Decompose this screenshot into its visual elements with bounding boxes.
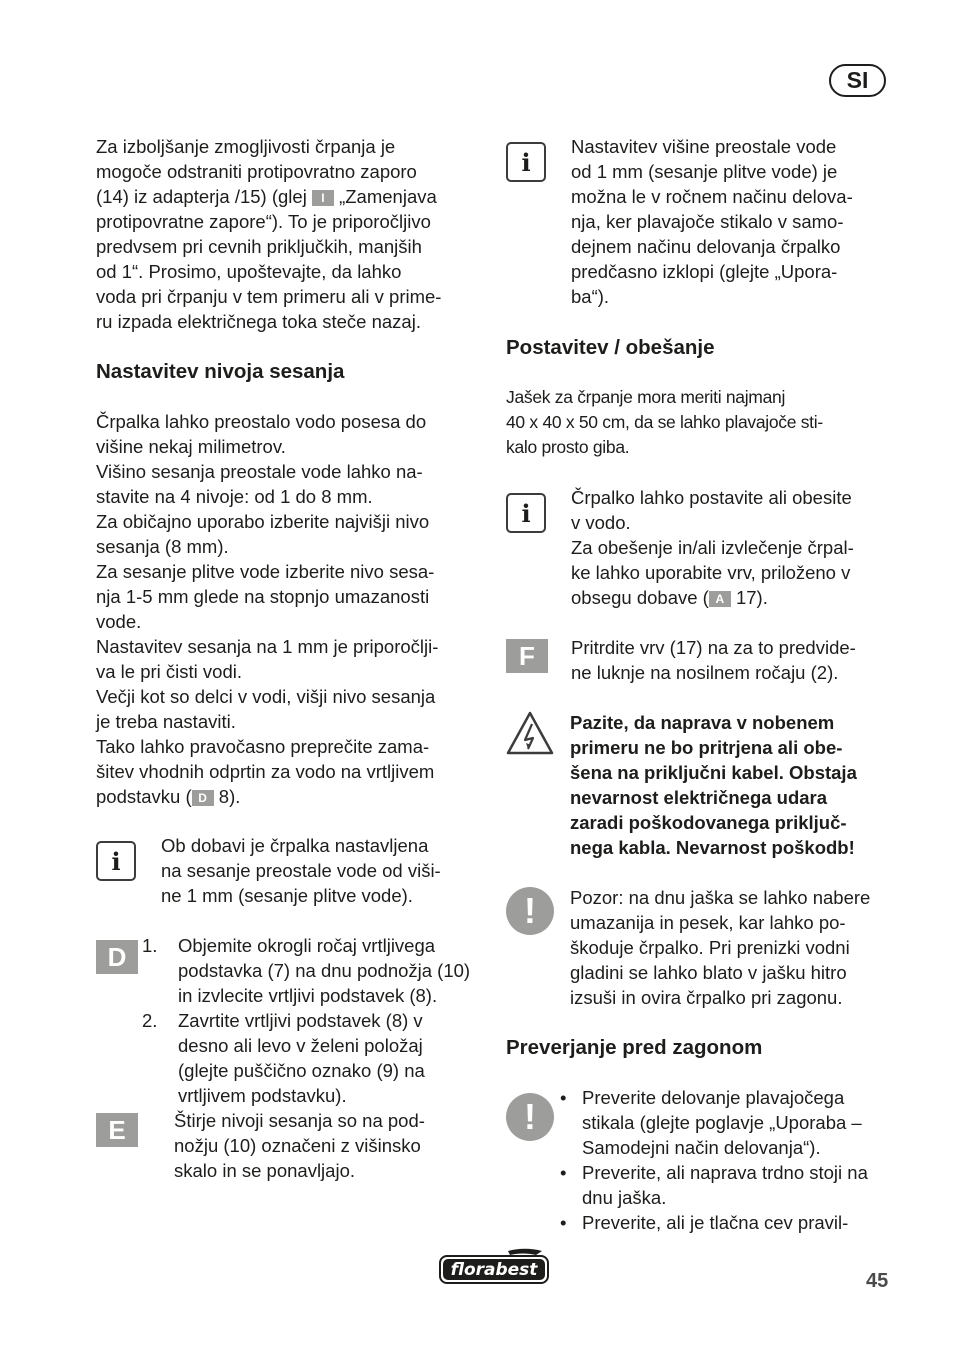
step-text: Objemite okrogli ročaj vrtljivega podstavka (7) na dnu podnožja (10) in izvlecite vrtljivi podstavek (8). [178,935,471,1006]
check-block [506,1085,896,1235]
list-item: • Preverite, ali naprava trdno stoji na dnu jaška. [556,1160,896,1210]
f-text: Pritrdite vrv (17) na za to predvide- ne luknje na nosilnem ročaju (2). [571,637,856,683]
info-delivery-text: Ob dobavi je črpalka nastavljena na sesanje preostale vode od viši- ne 1 mm (sesanje plitve vode). [161,835,441,906]
page-number: 45 [866,1270,889,1292]
info-hang-note [506,485,896,610]
warning-text: Pazite, da naprava v nobenem primeru ne bo pritrjena ali obe- šena na priključni kabel. Obstaja nevarnost električnega udara zaradi poškodovanega priključ- nega kabla. Nevarnost poškodb! [570,712,857,858]
info-hang-tail: 17). [735,587,768,608]
intro-text-tail: „Zamenjava protipovratne zapore“). To je priporočljivo predvsem pri cevnih priključkih, manjših od 1“. Prosimo, upoštevajte, da lahko voda pri črpanju v tem primeru ali v prime- ru izpada električnega toka steče nazaj. [96,186,442,332]
intro-paragraph [96,134,488,334]
section-ref-box: I [312,190,334,206]
info-delivery-note [96,833,488,908]
info-icon: i [96,841,136,881]
exclamation-icon: ! [506,887,554,935]
florabest-logo [438,1247,550,1285]
language-badge: SI [829,64,886,97]
step-block-d [96,933,488,1108]
heading-suction-level: Nastavitev nivoja sesanja [96,360,345,383]
info-shallow-note [506,134,896,309]
suction-paragraph [96,409,488,809]
warning-note [506,710,896,860]
list-item [142,933,472,1008]
e-text: Štirje nivoji sesanja so na pod- nožju (10) označeni z višinsko skalo in se ponavljajo. [174,1110,425,1181]
suction-ref-tail: 8). [218,786,241,807]
step-block-f [506,635,896,685]
heading-setup: Postavitev / obešanje [506,336,715,359]
heading-check: Preverjanje pred zagonom [506,1036,763,1059]
exclamation-icon: ! [506,1093,554,1141]
intro-text: Za izboljšanje zmogljivosti črpanja je mogoče odstraniti protipovratno zaporo (14) iz adapterja /15) (glej [96,136,417,207]
check-list [556,1085,896,1235]
step-block-e [96,1108,488,1183]
list-item: • Preverite delovanje plavajočega stikala (glejte poglavje „Uporaba – Samodejni način delovanja“). [556,1085,896,1160]
figure-f-box: F [506,639,548,673]
caution-note [506,885,896,1010]
info-icon: i [506,142,546,182]
info-shallow-text: Nastavitev višine preostale vode od 1 mm (sesanje plitve vode) je možna le v ročnem načinu delova- nja, ker plavajoče stikalo v samo- dejnem načinu delovanja črpalko predčasno izklopi (glejte „Upora- ba“). [571,136,853,307]
right-column [506,134,896,1235]
steps-list [142,933,472,1108]
list-item: • Preverite, ali je tlačna cev pravil- [560,1212,849,1233]
step-number: 1. [142,935,158,956]
info-hang-text: Črpalko lahko postavite ali obesite v vodo. Za obešenje in/ali izvlečenje črpal- ke lahko uporabite vrv, priloženo v obsegu dobave ( [571,487,854,608]
check-text: Preverite, ali je tlačna cev pravil- [582,1212,849,1233]
suction-text: Črpalka lahko preostalo vodo posesa do višine nekaj milimetrov. Višino sesanja preostale vode lahko na- stavite na 4 nivoje: od 1 do 8 mm. Za običajno uporabo izberite najvišji nivo sesanja (8 mm). Za sesanje plitve vode izberite nivo sesa- nja 1-5 mm glede na stopnjo umazanosti vode. Nastavitev sesanja na 1 mm je priporočlji- va le pri čisti vodi. Večji kot so delci v vodi, višji nivo sesanja je treba nastaviti. Tako lahko pravočasno preprečite zama- šitev vhodnih odprtin za vodo na vrtljivem podstavku ( [96,411,439,807]
step-text: Zavrtite vrtljivi podstavek (8) v desno ali levo v želeni položaj (glejte puščično oznako (9) na vrtljivem podstavku). [178,1010,425,1106]
logo-text: florabest [450,1260,538,1280]
figure-ref-box: A [709,591,731,607]
caution-text: Pozor: na dnu jaška se lahko nabere umazanija in pesek, kar lahko po- škoduje črpalko. Pri prenizki vodni gladini se lahko blato v jašku hitro izsuši in ovira črpalko pri zagonu. [570,887,871,1008]
check-text: Preverite delovanje plavajočega stikala (glejte poglavje „Uporaba – Samodejni način delovanja“). [582,1087,862,1158]
shaft-text: Jašek za črpanje mora meriti najmanj 40 x 40 x 50 cm, da se lahko plavajoče sti- kalo prosto giba. [506,387,823,457]
check-text: Preverite, ali naprava trdno stoji na dnu jaška. [582,1162,868,1208]
list-item [142,1008,472,1108]
figure-e-box: E [96,1113,138,1147]
figure-d-box: D [96,940,138,974]
info-hang-paragraph [571,485,854,610]
info-icon: i [506,493,546,533]
electric-warning-icon [506,710,554,756]
figure-ref-box: D [192,790,214,806]
step-number: 2. [142,1010,158,1031]
left-column [96,134,488,1183]
